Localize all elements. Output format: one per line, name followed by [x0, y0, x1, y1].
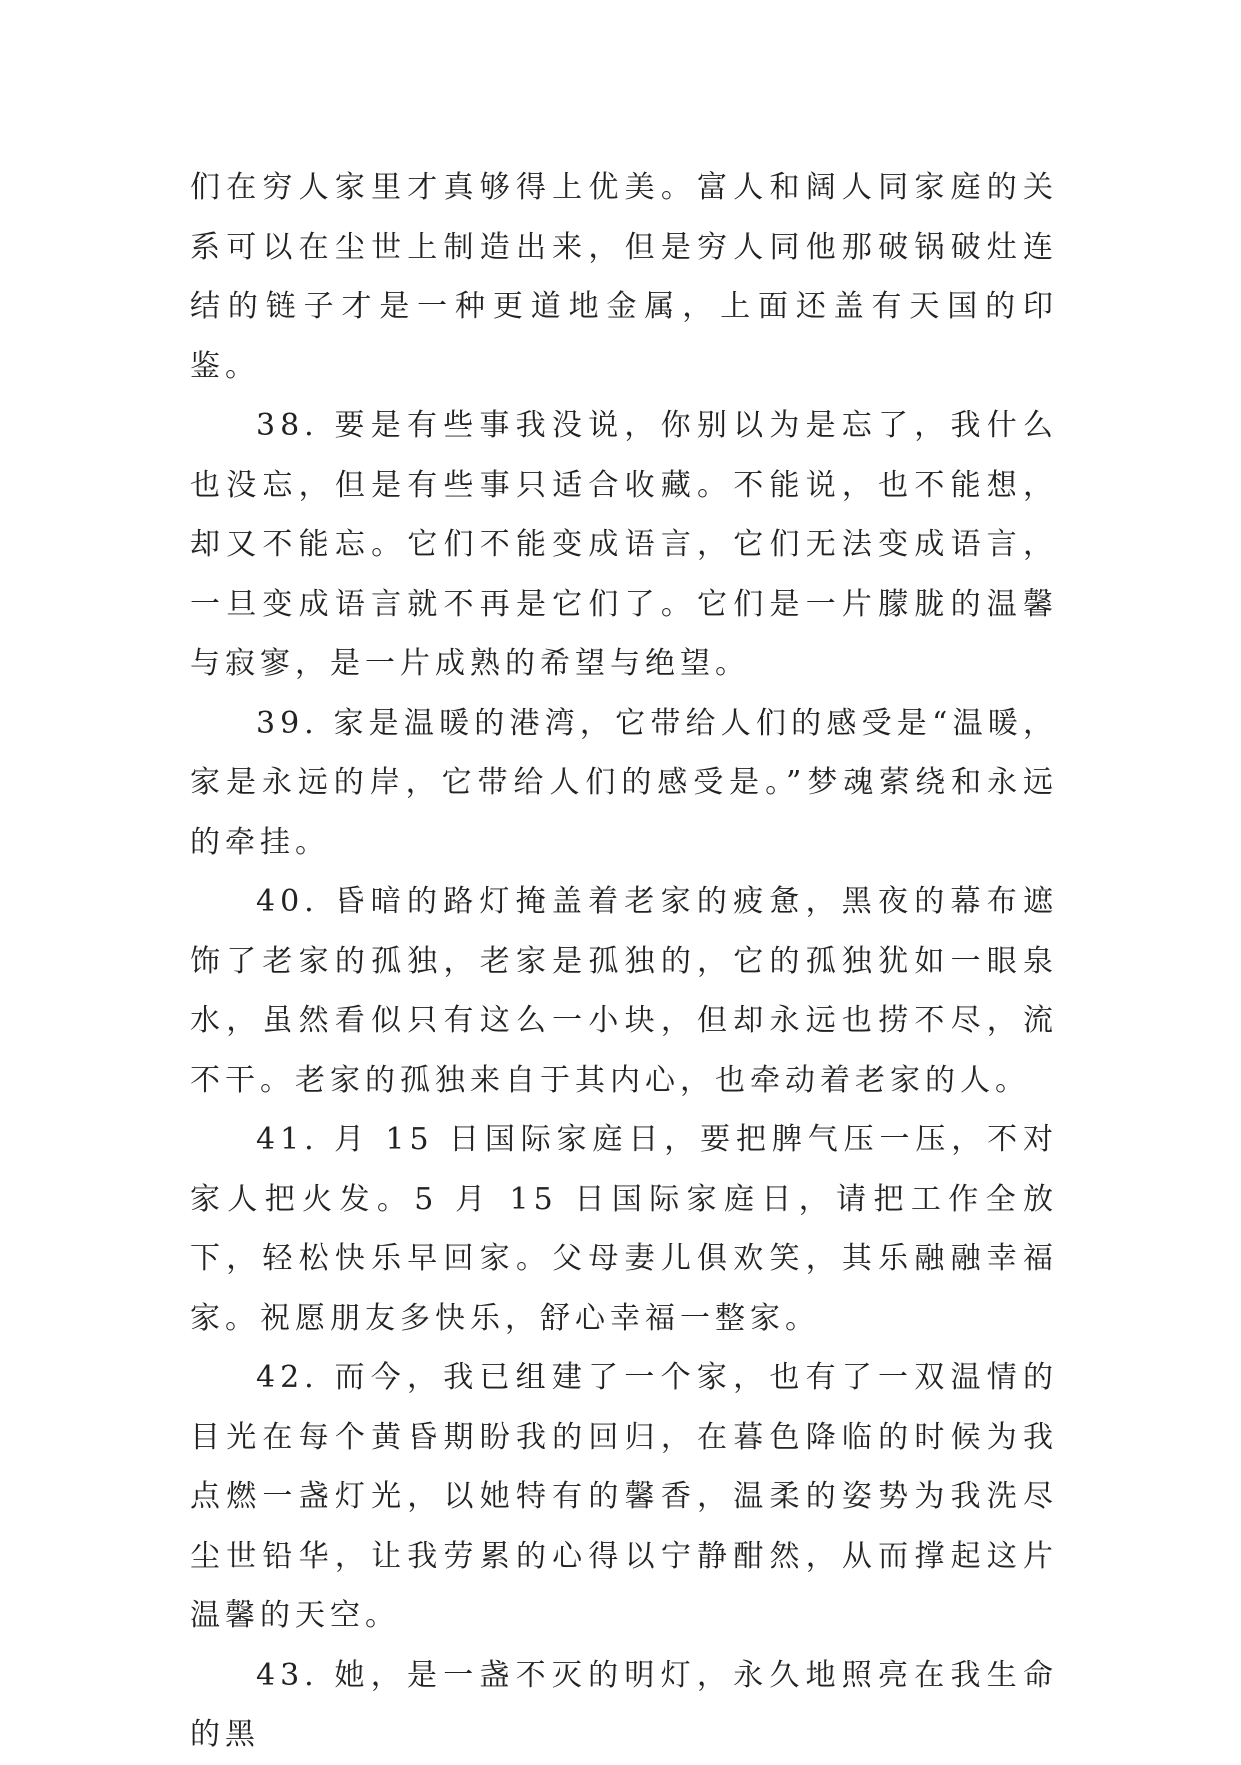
paragraph-42: 42. 而今，我已组建了一个家，也有了一双温情的目光在每个黄昏期盼我的回归，在暮色降临的时候为我点燃一盏灯光，以她特有的馨香，温柔的姿势为我洗尽尘世铅华，让我劳累的心得以宁静酣然，从而撑起这片温馨的天空。 — [190, 1360, 1058, 1633]
paragraph-39: 39. 家是温暖的港湾，它带给人们的感受是“温暖，家是永远的岸，它带给人们的感受是。”梦魂萦绕和永远的牵挂。 — [190, 705, 1058, 860]
body-text — [190, 158, 1058, 1765]
paragraph-41: 41. 月 15 日国际家庭日，要把脾气压一压，不对家人把火发。5 月 15 日国际家庭日，请把工作全放下，轻松快乐早回家。父母妻儿俱欢笑，其乐融融幸福家。祝愿朋友多快乐，舒心幸福一整家。 — [190, 1122, 1058, 1336]
paragraph-43: 43. 她，是一盏不灭的明灯，永久地照亮在我生命的黑 — [190, 1657, 1058, 1752]
paragraph-40: 40. 昏暗的路灯掩盖着老家的疲惫，黑夜的幕布遮饰了老家的孤独，老家是孤独的，它的孤独犹如一眼泉水，虽然看似只有这么一小块，但却永远也捞不尽，流不干。老家的孤独来自于其内心，也牵动着老家的人。 — [190, 884, 1058, 1098]
paragraph-38: 38. 要是有些事我没说，你别以为是忘了，我什么也没忘，但是有些事只适合收藏。不能说，也不能想，却又不能忘。它们不能变成语言，它们无法变成语言，一旦变成语言就不再是它们了。它们是一片朦胧的温馨与寂寥，是一片成熟的希望与绝望。 — [190, 408, 1058, 681]
paragraph-continued: 们在穷人家里才真够得上优美。富人和阔人同家庭的关系可以在尘世上制造出来，但是穷人同他那破锅破灶连结的链子才是一种更道地金属，上面还盖有天国的印鉴。 — [190, 170, 1058, 384]
